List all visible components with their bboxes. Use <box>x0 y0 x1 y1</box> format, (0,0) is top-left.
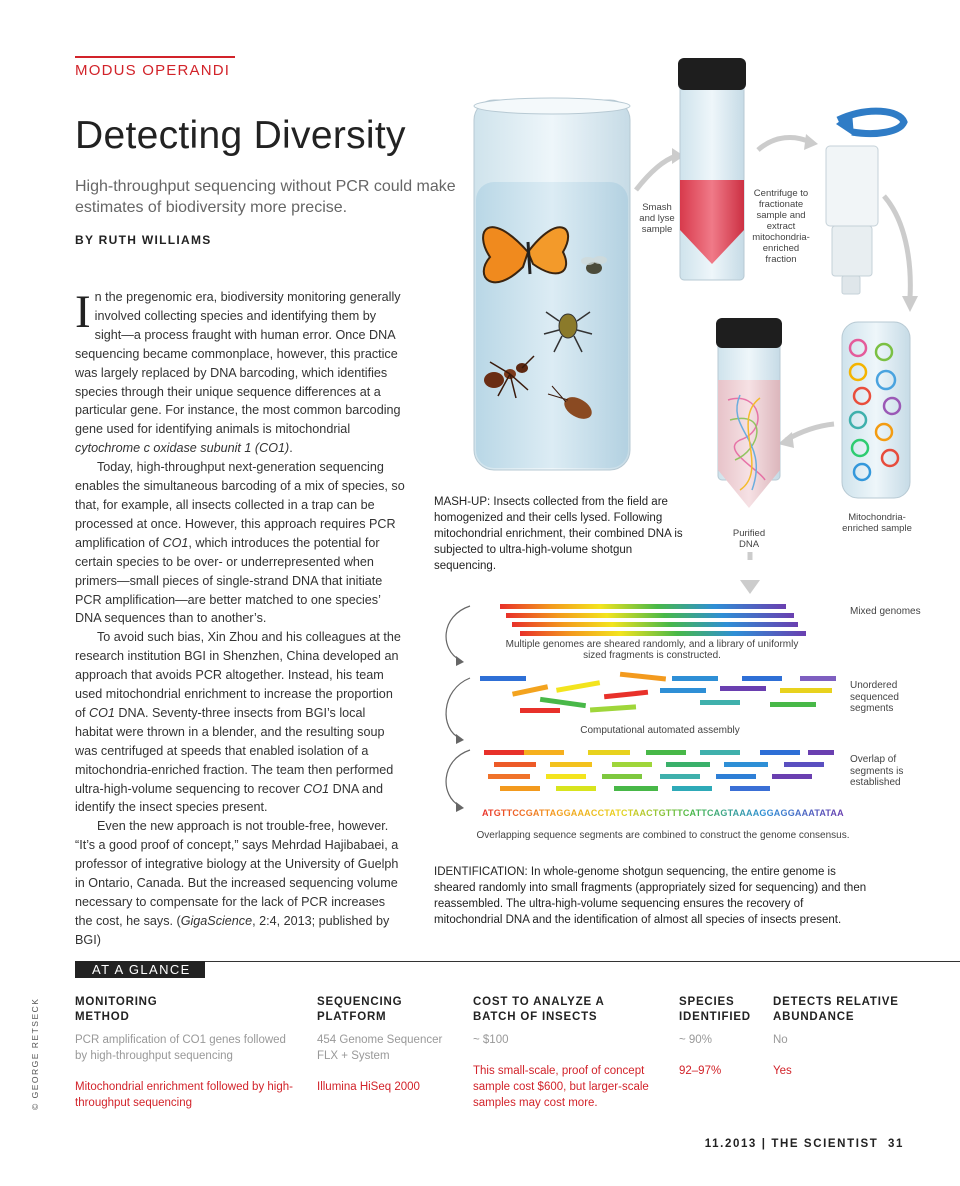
new-method: Mitochondrial enrichment followed by high-throughput sequencing <box>75 1081 293 1109</box>
section-label: MODUS OPERANDI <box>75 62 231 79</box>
unordered-segments <box>480 672 836 713</box>
filter-tube <box>826 146 878 294</box>
label-mito-sample: Mitochondria-enriched sample <box>842 512 912 534</box>
new-platform: Illumina HiSeq 2000 <box>317 1081 420 1093</box>
sample-prep-illustration <box>420 50 960 560</box>
beaker <box>474 98 630 470</box>
section-rule <box>75 56 235 58</box>
label-mixed-genomes: Mixed genomes <box>850 606 921 617</box>
mixed-genome-bars <box>500 604 806 636</box>
page-footer: 11.2013 | THE SCIENTIST 31 <box>704 1138 904 1150</box>
subtitle: High-throughput sequencing without PCR could make estimates of biodiversity more precise. <box>75 178 456 216</box>
text-sheared: Multiple genomes are sheared randomly, and a library of uniformly sized fragments is constructed. <box>505 639 799 661</box>
arrow-down-icon <box>740 580 760 596</box>
header-abundance: DETECTS RELATIVE ABUNDANCE <box>773 996 899 1023</box>
article-body <box>75 288 405 950</box>
header-species: SPECIES IDENTIFIED <box>679 996 751 1023</box>
mashup-caption: MASH-UP: Insects collected from the field are homogenized and their cells lysed. Following mitochondrial enrichment, their combined DNA is subjected to ultra-high-volume shotgun sequencing. <box>434 496 683 572</box>
old-cost: ~ $100 <box>473 1034 509 1046</box>
paragraph-3: To avoid such bias, Xin Zhou and his colleagues at the research institution BGI in Shenzhen, China developed an approach that avoids PCR altogether. Instead, his team used mitochondrial enrichment to increase the proportion of CO1 DNA. Seventy-three insects from BGI’s local habitat were thrown in a blender, and the resulting soup was centrifuged at speeds that enabled isolation of a mitochondria-enriched fraction. The team then performed ultra-high-volume sequencing to recover CO1 DNA and identify the insect species present. <box>75 630 401 815</box>
old-method: PCR amplification of CO1 genes followed by high-throughput sequencing <box>75 1034 286 1062</box>
text-assembly: Computational automated assembly <box>580 725 740 736</box>
label-purified-dna: Purified DNA <box>732 528 766 550</box>
paragraph-1: In the pregenomic era, biodiversity monitoring generally involved collecting species and identifying them by sight—a process fraught with human error. Once DNA sequencing became commonplace, however, this practice was largely replaced by DNA barcoding, which identifies species through their unique sequence differences at a particular gene. For instance, the most common barcoding gene used for identifying animals is mitochondrial cytochrome c oxidase subunit 1 (CO1). <box>75 286 401 456</box>
lysis-tube <box>678 58 746 280</box>
new-cost: This small-scale, proof of concept sample cost $600, but larger-scale samples may cost more. <box>473 1065 649 1109</box>
glance-tab: AT A GLANCE <box>75 961 205 978</box>
header-cost: COST TO ANALYZE A BATCH OF INSECTS <box>473 996 605 1023</box>
illustration-credit: © GEORGE RETSECK <box>30 997 40 1110</box>
page-number: 31 <box>888 1138 904 1150</box>
old-platform: 454 Genome Sequencer FLX + System <box>317 1034 443 1062</box>
old-species: ~ 90% <box>679 1034 712 1046</box>
label-overlap: Overlap of segments is established <box>850 754 904 788</box>
byline: BY RUTH WILLIAMS <box>75 233 212 247</box>
label-unordered-segments: Unordered sequenced segments <box>850 680 899 714</box>
text-overlapping: Overlapping sequence segments are combined to construct the genome consensus. <box>476 830 850 841</box>
mitochondria-tube <box>842 322 910 498</box>
consensus-sequence: ATGTTCCGATTAGGAAACCTATCTAACTGTTTCATTCAGTAAAAGGAGGAAATATAA <box>482 808 844 818</box>
process-arrows <box>446 606 470 806</box>
identification-caption: IDENTIFICATION: In whole-genome shotgun sequencing, the entire genome is sheared randomly into small fragments (appropriately sized for sequencing) and then reassembled. The ultra-high-volume sequencing ensures the recovery of mitochondrial DNA and the identification of almost all species of insects present. <box>434 866 867 926</box>
purified-dna-tube <box>716 318 782 508</box>
header-method: MONITORING METHOD <box>75 996 158 1023</box>
page-title: Detecting Diversity <box>75 114 406 157</box>
drop-cap: I <box>75 286 91 338</box>
glance-rule <box>75 961 960 962</box>
header-platform: SEQUENCING PLATFORM <box>317 996 403 1023</box>
label-smash: Smash and lyse sample <box>639 202 675 235</box>
new-abundance: Yes <box>773 1065 792 1077</box>
new-species: 92–97% <box>679 1065 722 1077</box>
overlap-segments <box>484 750 834 791</box>
label-centrifuge: Centrifuge to fractionate sample and extract mitochondria-enriched fraction <box>752 188 810 265</box>
old-abundance: No <box>773 1034 788 1046</box>
paragraph-4: Even the new approach is not trouble-free, however. “It’s a good proof of concept,” says Mehrdad Hajibabaei, a professor of integrative biology at the University of Guelph in Ontario, Canada. But the increased sequencing volume necessary to compensate for the lack of PCR increases the cost, he says. (GigaScience, 2:4, 2013; published by BGI) <box>75 819 399 947</box>
paragraph-2: Today, high-throughput next-generation sequencing enables the simultaneous barcoding of a mix of species, so that, for example, all insects collected in a trap can be processed at once. However, this approach requires PCR amplification of CO1, which introduces the potential for certain species to be over- or underrepresented when primers—small pieces of single-strand DNA that initiate PCR amplification—are better matched to one species’ DNA sequences than to another’s. <box>75 460 405 626</box>
